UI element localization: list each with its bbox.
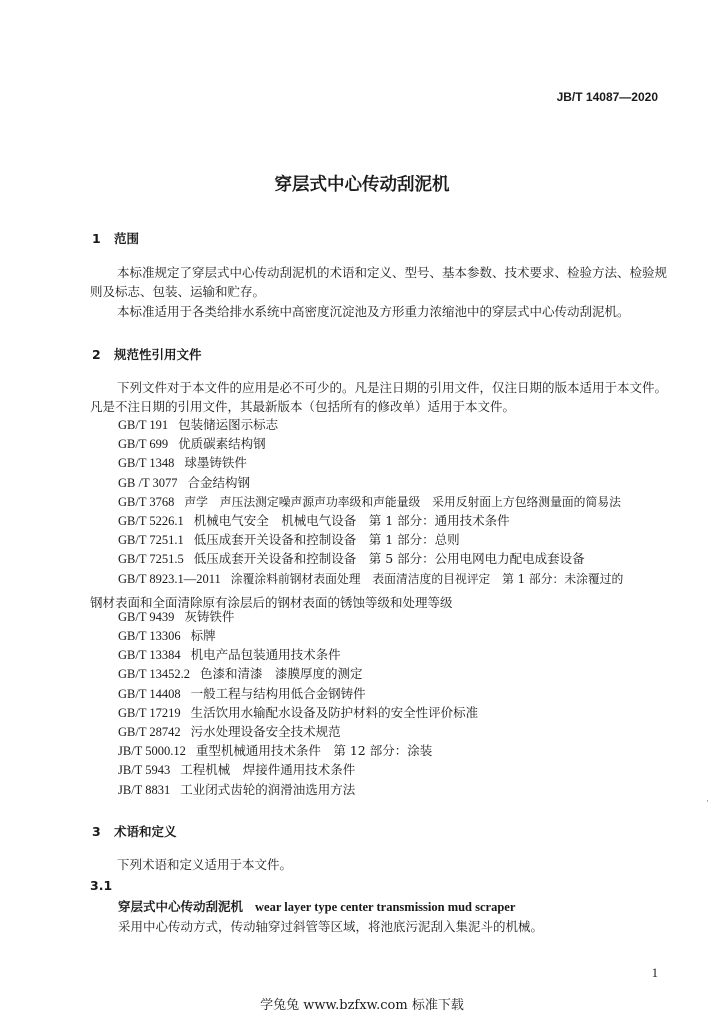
- section-2-paragraph-1: 下列文件对于本文件的应用是必不可少的。凡是注日期的引用文件，仅注日期的版本适用于本文件。凡是不注日期的引用文件，其最新版本（包括所有的修改单）适用于本文件。: [90, 380, 668, 414]
- reference-item: [118, 434, 623, 453]
- term-english: wear layer type center transmission mud scraper: [255, 900, 516, 914]
- reference-code: JB/T 5943: [118, 763, 171, 778]
- term-chinese: 穿层式中心传动刮泥机: [118, 899, 244, 914]
- section-number: 3: [92, 824, 101, 839]
- reference-item: [118, 415, 623, 434]
- reference-title: 声学 声压法测定噪声源声功率级和声能量级 采用反射面上方包络测量面的简易法: [184, 494, 621, 509]
- reference-code: JB/T 8831: [118, 782, 171, 797]
- section-1-paragraph-1: 本标准规定了穿层式中心传动刮泥机的术语和定义、型号、基本参数、技术要求、检验方法、检验规则及标志、包装、运输和贮存。: [90, 265, 668, 299]
- reference-item: [118, 549, 623, 568]
- reference-code: JB/T 5000.12: [118, 744, 186, 759]
- reference-item: [118, 511, 623, 530]
- reference-title: 包装储运图示标志: [178, 417, 279, 432]
- reference-item: [118, 492, 623, 511]
- footer-watermark: 学兔兔 www.bzfxw.com 标准下载: [260, 998, 464, 1013]
- reference-code: GB/T 7251.1: [118, 533, 184, 548]
- reference-title: 工程机械 焊接件通用技术条件: [180, 762, 356, 778]
- section-title: 范围: [114, 231, 140, 246]
- reference-item: [118, 684, 623, 703]
- reference-item: [118, 645, 623, 664]
- section-3-heading: [92, 822, 177, 840]
- section-1-heading: [92, 229, 139, 247]
- reference-item: [118, 473, 623, 492]
- reference-item: [118, 569, 623, 588]
- reference-title: 优质碳素结构钢: [178, 436, 266, 452]
- reference-item: [118, 664, 623, 683]
- reference-title: 工业闭式齿轮的润滑油选用方法: [180, 781, 356, 797]
- reference-title: 机电产品包装通用技术条件: [190, 647, 341, 663]
- section-1-paragraph-2: 本标准适用于各类给排水系统中高密度沉淀池及方形重力浓缩池中的穿层式中心传动刮泥机。: [117, 304, 630, 319]
- reference-code: GB/T 13384: [118, 648, 181, 663]
- standard-code: JB/T 14087—2020: [556, 90, 658, 104]
- reference-code: GB/T 3768: [118, 494, 175, 509]
- reference-code: GB/T 14408: [118, 686, 181, 701]
- reference-item: [118, 760, 623, 779]
- reference-code: GB /T 3077: [118, 475, 178, 490]
- reference-code: GB/T 17219: [118, 705, 181, 720]
- reference-title: 色漆和清漆 漆膜厚度的测定: [200, 666, 363, 682]
- reference-code: GB/T 28742: [118, 725, 181, 739]
- reference-title: 污水处理设备安全技术规范: [190, 724, 341, 739]
- reference-title: 灰铸铁件: [184, 608, 235, 624]
- section-title: 规范性引用文件: [114, 347, 202, 362]
- reference-title: 重型机械通用技术条件 第 12 部分：涂装: [195, 743, 433, 759]
- reference-title: 低压成套开关设备和控制设备 第 1 部分：总则: [193, 532, 460, 548]
- reference-title: 机械电气安全 机械电气设备 第 1 部分：通用技术条件: [193, 512, 510, 528]
- reference-title: 合金结构钢: [187, 474, 251, 490]
- section-number: 2: [92, 347, 101, 362]
- section-number: 1: [92, 231, 101, 246]
- reference-code: GB/T 191: [118, 418, 169, 432]
- reference-code: GB/T 9439: [118, 609, 175, 624]
- reference-code: GB/T 1348: [118, 456, 175, 471]
- reference-wrap-line: 钢材表面和全面清除原有涂层后的钢材表面的锈蚀等级和处理等级: [90, 595, 453, 610]
- reference-item: [118, 703, 623, 722]
- section-3-paragraph-1: 下列术语和定义适用于本文件。: [117, 857, 293, 872]
- reference-title: 标牌: [190, 628, 216, 644]
- reference-item: [118, 530, 623, 549]
- term-entry: [118, 897, 515, 915]
- reference-item: [118, 780, 623, 799]
- section-title: 术语和定义: [114, 824, 177, 839]
- reference-code: GB/T 699: [118, 437, 169, 452]
- document-title: 穿层式中心传动刮泥机: [274, 175, 450, 195]
- reference-code: GB/T 8923.1—2011: [118, 571, 221, 586]
- reference-code: GB/T 5226.1: [118, 513, 184, 528]
- reference-code: GB/T 13452.2: [118, 667, 190, 682]
- reference-item: [118, 741, 623, 760]
- term-number: 3.1: [90, 878, 113, 893]
- reference-title: 球墨铸铁件: [184, 455, 247, 471]
- reference-item: [118, 626, 623, 645]
- reference-title: 涂覆涂料前钢材表面处理 表面清洁度的目视评定 第 1 部分：未涂覆过的: [230, 571, 624, 586]
- term-definition: 采用中心传动方式，传动轴穿过斜管等区域，将池底污泥刮入集泥斗的机械。: [118, 919, 544, 934]
- reference-title: 一般工程与结构用低合金钢铸件: [190, 685, 366, 701]
- reference-code: GB/T 7251.5: [118, 552, 184, 567]
- section-2-heading: [92, 345, 202, 363]
- page-number: 1: [651, 966, 658, 980]
- reference-title: 低压成套开关设备和控制设备 第 5 部分：公用电网电力配电成套设备: [193, 551, 585, 567]
- reference-title: 生活饮用水输配水设备及防护材料的安全性评价标准: [190, 704, 479, 720]
- reference-item: [118, 453, 623, 472]
- margin-mark: ˙: [705, 800, 710, 811]
- reference-code: GB/T 13306: [118, 629, 181, 644]
- reference-item: [118, 722, 623, 741]
